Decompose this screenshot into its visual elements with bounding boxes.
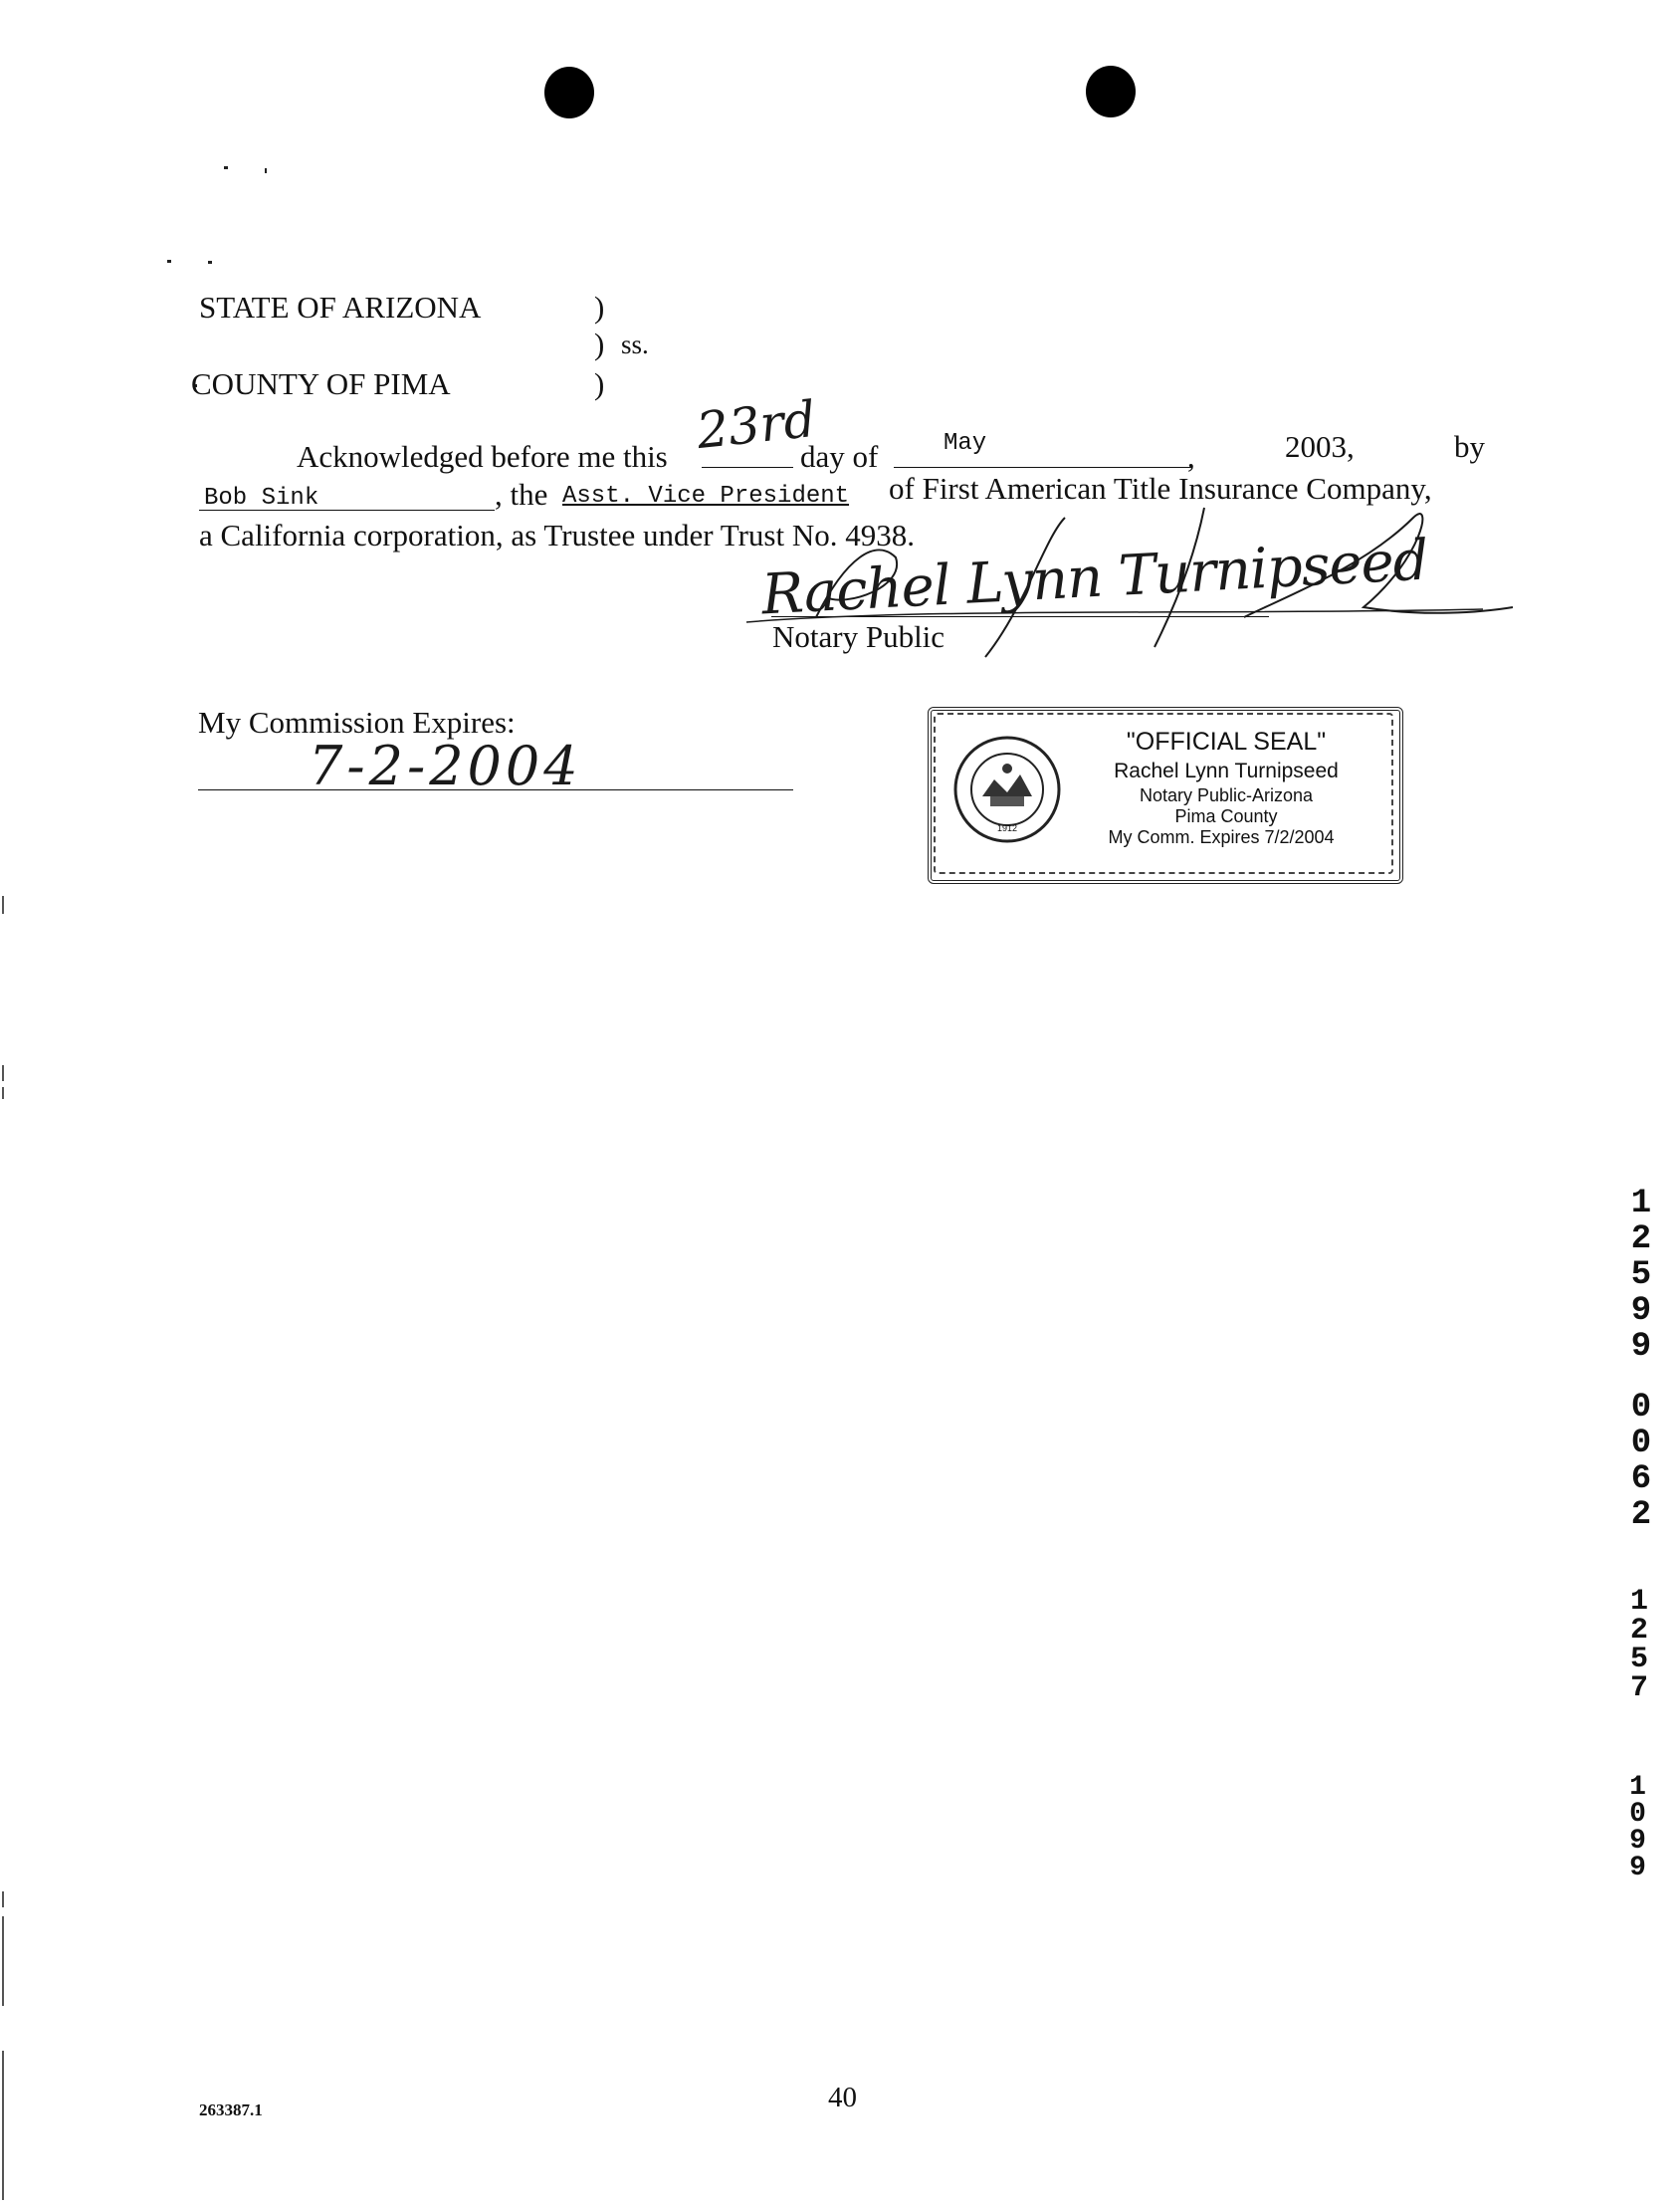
seal-county: Pima County (1174, 806, 1278, 826)
signer-name: Bob Sink (204, 485, 319, 512)
margin-mark (2, 1087, 4, 1099)
official-seal-stamp (928, 707, 1403, 884)
commission-label: My Commission Expires: (198, 705, 516, 740)
the-label: , the (495, 477, 548, 512)
hole-punch-left (544, 67, 594, 118)
venue-paren: ) (594, 366, 605, 401)
acknowledgment-lead: Acknowledged before me this (297, 439, 668, 474)
recording-number-group: 1099 (1622, 1772, 1653, 1879)
venue-paren: ) (594, 290, 605, 325)
margin-mark (2, 1065, 4, 1081)
document-id: 263387.1 (199, 2100, 263, 2119)
hole-punch-right (1086, 66, 1136, 117)
year-value: 2003, (1285, 429, 1355, 464)
venue-paren: ) (594, 327, 605, 361)
notary-signature: Rachel Lynn Turnipseed (759, 528, 1430, 628)
ss-label: ss. (621, 330, 649, 359)
commission-date-handwritten: 7-2-2004 (309, 735, 582, 797)
scan-speck (224, 166, 228, 169)
recording-number-group: 12599 (1622, 1185, 1660, 1364)
month-value: May (944, 430, 987, 457)
seal-heading: "OFFICIAL SEAL" (1126, 728, 1327, 756)
scan-speck (167, 260, 171, 263)
recording-number-group: 0062 (1622, 1389, 1660, 1532)
margin-mark (2, 1916, 4, 2006)
margin-mark (2, 896, 4, 914)
county-label: COUNTY OF PIMA (191, 366, 451, 401)
seal-title: Notary Public-Arizona (1139, 785, 1314, 805)
month-blank (894, 466, 1192, 468)
page-number: 40 (828, 2082, 857, 2113)
company-text: of First American Title Insurance Company, (889, 471, 1432, 506)
trust-line: a California corporation, as Trustee under Trust No. 4938. (199, 518, 915, 552)
month-comma: , (1187, 439, 1195, 474)
margin-mark (2, 1891, 4, 1907)
signer-title: Asst. Vice President (562, 483, 850, 510)
seal-name: Rachel Lynn Turnipseed (1114, 760, 1339, 782)
recording-number-group: 1257 (1622, 1585, 1656, 1700)
day-handwritten: 23rd (694, 389, 819, 461)
day-blank (702, 466, 793, 468)
scan-speck (265, 168, 267, 173)
margin-mark (2, 2051, 4, 2200)
scan-speck (208, 261, 212, 264)
notary-public-label: Notary Public (772, 619, 945, 654)
by-label: by (1454, 429, 1485, 464)
seal-expires: My Comm. Expires 7/2/2004 (1108, 827, 1335, 847)
day-of-label: day of (800, 439, 879, 474)
seal-emblem-year: 1912 (996, 823, 1018, 833)
state-label: STATE OF ARIZONA (199, 290, 482, 325)
